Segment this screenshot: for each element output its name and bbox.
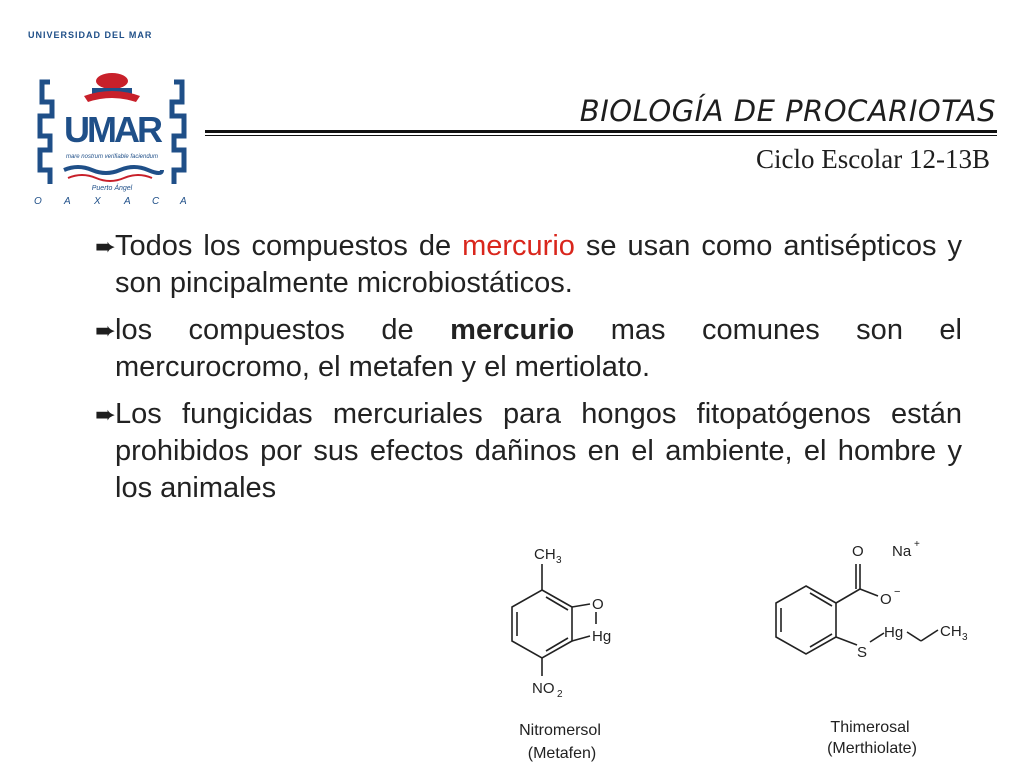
svg-text:C: C <box>152 196 160 207</box>
svg-text:3: 3 <box>556 555 562 566</box>
bullet-text: mas comunes son el mercurocromo, el metafen y el mertiolato. <box>115 314 963 383</box>
svg-text:A: A <box>124 196 131 207</box>
bullet-text: se usan como antisépticos y son pincipalmente microbiostáticos. <box>115 230 962 299</box>
metafen-name: (Metafen) <box>527 745 597 762</box>
bullet-item <box>97 228 962 302</box>
svg-text:−: − <box>894 586 901 598</box>
ch3-label: CH <box>940 623 962 640</box>
ch3-label: CH <box>534 546 556 563</box>
course-title: BIOLOGÍA DE PROCARIOTAS <box>579 94 996 128</box>
svg-text:X: X <box>94 196 101 207</box>
logo-state-letters <box>34 196 187 207</box>
nitromersol-structure <box>512 564 596 676</box>
no2-label: NO <box>532 680 555 697</box>
svg-text:3: 3 <box>962 632 968 643</box>
logo-right-fret <box>172 82 184 184</box>
svg-text:O: O <box>34 196 42 207</box>
bullet-text: Todos los compuestos de <box>115 230 463 262</box>
thimerosal-atom-labels <box>852 539 968 661</box>
bullet-list <box>97 228 962 517</box>
logo-motto: mare nostrum verifiable faciendum <box>65 154 159 160</box>
logo-campus: Puerto Ángel <box>91 185 133 192</box>
header-rule <box>205 130 997 133</box>
mercury-label: Hg <box>592 628 612 645</box>
sulfur-label: S <box>857 644 868 661</box>
pointing-hand-icon: ➨ <box>95 317 116 345</box>
school-year: Ciclo Escolar 12-13B <box>756 144 990 174</box>
chemical-structures <box>480 528 1020 768</box>
logo-emblem <box>84 73 140 102</box>
bullet-text: los compuestos de <box>115 314 451 346</box>
university-logo <box>28 30 196 208</box>
svg-text:A: A <box>180 196 187 207</box>
svg-text:2: 2 <box>557 689 563 700</box>
nitromersol-name: Nitromersol <box>519 722 601 739</box>
oxygen-label: O <box>852 543 864 560</box>
svg-text:+: + <box>914 539 920 550</box>
logo-left-fret <box>40 82 52 184</box>
logo-waves <box>64 167 162 173</box>
pointing-hand-icon: ➨ <box>95 401 116 429</box>
mercury-label: Hg <box>884 624 904 641</box>
pointing-hand-icon: ➨ <box>95 233 116 261</box>
sodium-label: Na <box>892 543 912 560</box>
bullet-item <box>97 312 962 386</box>
header-rule-thin <box>205 135 997 136</box>
oxide-label: O <box>880 591 892 608</box>
highlight-mercurio: mercurio <box>462 230 575 262</box>
bullet-text: Los fungicidas mercuriales para hongos fitopatógenos están prohibidos por sus efectos dañinos en el ambiente, el hombre y los animales <box>115 398 962 504</box>
oxygen-label: O <box>592 596 604 613</box>
thimerosal-structure <box>776 564 938 654</box>
merthiolate-name: (Merthiolate) <box>827 740 917 757</box>
logo-university-text: UNIVERSIDAD DEL MAR <box>28 30 153 40</box>
bullet-item <box>97 396 962 507</box>
bold-mercurio: mercurio <box>450 314 575 346</box>
logo-monogram: UMAR <box>64 109 160 150</box>
svg-text:A: A <box>64 196 71 207</box>
thimerosal-name: Thimerosal <box>830 719 910 736</box>
